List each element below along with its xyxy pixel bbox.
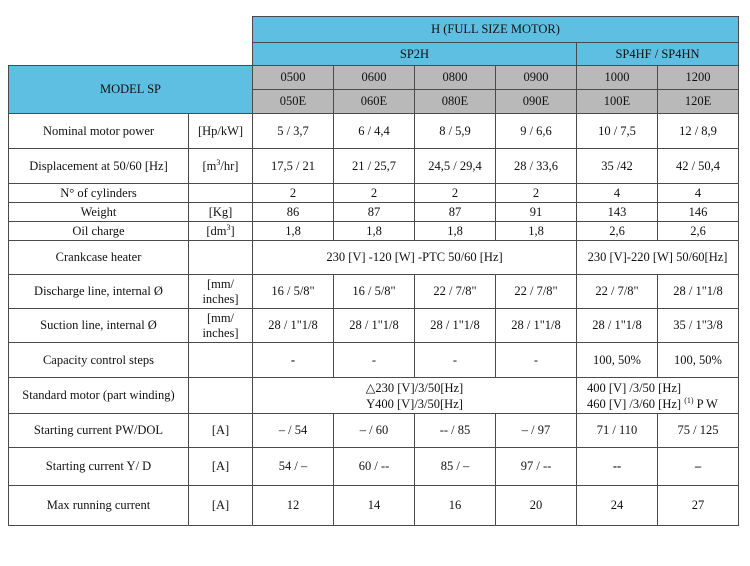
row-label: Displacement at 50/60 [Hz]	[9, 149, 189, 184]
value-cell: 85 / –	[415, 448, 496, 486]
table-row	[9, 275, 739, 309]
value-cell: 14	[334, 486, 415, 526]
value-cell: -	[253, 343, 334, 378]
value-cell: 12	[253, 486, 334, 526]
row-label: Suction line, internal Ø	[9, 309, 189, 343]
table-row	[9, 414, 739, 448]
row-label: Standard motor (part winding)	[9, 378, 189, 414]
value-cell: – / 97	[496, 414, 577, 448]
row-label: Discharge line, internal Ø	[9, 275, 189, 309]
model-e-cell: 050E	[253, 90, 334, 114]
table-row	[9, 149, 739, 184]
value-cell: 28 / 1"1/8	[415, 309, 496, 343]
value-cell: 28 / 1"1/8	[577, 309, 658, 343]
table-row	[9, 241, 739, 275]
model-e-cell: 120E	[658, 90, 739, 114]
model-e-cell: 060E	[334, 90, 415, 114]
value-cell: 87	[415, 203, 496, 222]
table-row	[9, 309, 739, 343]
table-row	[9, 343, 739, 378]
model-cell: 0900	[496, 66, 577, 90]
value-cell: 97 / --	[496, 448, 577, 486]
value-cell: – / 54	[253, 414, 334, 448]
model-cell: 0800	[415, 66, 496, 90]
value-cell: △230 [V]/3/50[Hz] Y400 [V]/3/50[Hz]	[253, 378, 577, 414]
value-cell: –	[658, 448, 739, 486]
row-label: Starting current PW/DOL	[9, 414, 189, 448]
table-row	[9, 378, 739, 414]
value-cell: 4	[658, 184, 739, 203]
value-cell: 35 /42	[577, 149, 658, 184]
model-e-cell: 100E	[577, 90, 658, 114]
row-unit: [mm/ inches]	[189, 275, 253, 309]
value-cell: 86	[253, 203, 334, 222]
value-cell: 6 / 4,4	[334, 114, 415, 149]
value-cell: 4	[577, 184, 658, 203]
value-cell: 54 / –	[253, 448, 334, 486]
value-cell: 5 / 3,7	[253, 114, 334, 149]
value-cell: 230 [V] -120 [W] -PTC 50/60 [Hz]	[253, 241, 577, 275]
value-cell: 2	[415, 184, 496, 203]
value-cell: 28 / 1"1/8	[253, 309, 334, 343]
table-row	[9, 486, 739, 526]
model-e-cell: 080E	[415, 90, 496, 114]
value-cell: 17,5 / 21	[253, 149, 334, 184]
value-cell: 71 / 110	[577, 414, 658, 448]
value-cell: 146	[658, 203, 739, 222]
model-e-cell: 090E	[496, 90, 577, 114]
row-label: Nominal motor power	[9, 114, 189, 149]
table-row	[9, 114, 739, 149]
model-cell: 1200	[658, 66, 739, 90]
row-label: Crankcase heater	[9, 241, 189, 275]
table-row	[9, 448, 739, 486]
value-cell: 100, 50%	[658, 343, 739, 378]
value-cell: 21 / 25,7	[334, 149, 415, 184]
table-row	[9, 203, 739, 222]
value-cell: 1,8	[415, 222, 496, 241]
corner-blank	[9, 17, 253, 66]
value-cell: 16	[415, 486, 496, 526]
value-cell: 24,5 / 29,4	[415, 149, 496, 184]
row-unit: $[dm^3]$	[189, 222, 253, 241]
value-cell: 100, 50%	[577, 343, 658, 378]
value-cell: 28 / 33,6	[496, 149, 577, 184]
value-cell: 2,6	[577, 222, 658, 241]
value-cell: 1,8	[496, 222, 577, 241]
value-cell: 2,6	[658, 222, 739, 241]
value-cell: 28 / 1"1/8	[658, 275, 739, 309]
row-unit	[189, 343, 253, 378]
model-label: MODEL SP	[9, 66, 253, 114]
table-row	[9, 184, 739, 203]
model-cell: 0500	[253, 66, 334, 90]
value-cell: 16 / 5/8"	[253, 275, 334, 309]
value-cell: 2	[253, 184, 334, 203]
value-cell: -	[496, 343, 577, 378]
row-label: Oil charge	[9, 222, 189, 241]
row-label: N° of cylinders	[9, 184, 189, 203]
row-unit	[189, 241, 253, 275]
row-unit: [A]	[189, 414, 253, 448]
value-cell: 143	[577, 203, 658, 222]
value-cell: 1,8	[334, 222, 415, 241]
model-cell: 0600	[334, 66, 415, 90]
row-label: Capacity control steps	[9, 343, 189, 378]
value-cell: 1,8	[253, 222, 334, 241]
value-cell: 42 / 50,4	[658, 149, 739, 184]
row-unit: $[m^3/hr]$	[189, 149, 253, 184]
value-cell: --	[577, 448, 658, 486]
value-cell: 28 / 1"1/8	[334, 309, 415, 343]
row-label: Starting current Y/ D	[9, 448, 189, 486]
group-title: H (FULL SIZE MOTOR)	[253, 17, 739, 43]
value-cell: 230 [V]-220 [W] 50/60[Hz]	[577, 241, 739, 275]
value-cell: – / 60	[334, 414, 415, 448]
value-cell: 12 / 8,9	[658, 114, 739, 149]
value-cell: 24	[577, 486, 658, 526]
row-unit	[189, 378, 253, 414]
value-cell: 35 / 1"3/8	[658, 309, 739, 343]
value-cell: -	[415, 343, 496, 378]
row-unit: [mm/ inches]	[189, 309, 253, 343]
spec-table	[8, 16, 739, 526]
row-label: Weight	[9, 203, 189, 222]
value-cell: -	[334, 343, 415, 378]
series-b-header: SP4HF / SP4HN	[577, 43, 739, 66]
model-cell: 1000	[577, 66, 658, 90]
value-cell: 28 / 1"1/8	[496, 309, 577, 343]
value-cell: 2	[496, 184, 577, 203]
value-cell: 22 / 7/8"	[496, 275, 577, 309]
value-cell: 20	[496, 486, 577, 526]
row-label: Max running current	[9, 486, 189, 526]
value-cell: 400 [V] /3/50 [Hz] 460 [V] /3/60 [Hz] $^{(1)}$ P W	[577, 378, 739, 414]
value-cell: 10 / 7,5	[577, 114, 658, 149]
value-cell: 2	[334, 184, 415, 203]
value-cell: 16 / 5/8"	[334, 275, 415, 309]
value-cell: 91	[496, 203, 577, 222]
value-cell: 9 / 6,6	[496, 114, 577, 149]
row-unit	[189, 184, 253, 203]
value-cell: 22 / 7/8"	[415, 275, 496, 309]
row-unit: [Hp/kW]	[189, 114, 253, 149]
row-unit: [A]	[189, 448, 253, 486]
row-unit: [A]	[189, 486, 253, 526]
value-cell: 8 / 5,9	[415, 114, 496, 149]
value-cell: 27	[658, 486, 739, 526]
series-a-header: SP2H	[253, 43, 577, 66]
table-row	[9, 222, 739, 241]
value-cell: 60 / --	[334, 448, 415, 486]
value-cell: 87	[334, 203, 415, 222]
value-cell: -- / 85	[415, 414, 496, 448]
value-cell: 75 / 125	[658, 414, 739, 448]
value-cell: 22 / 7/8"	[577, 275, 658, 309]
row-unit: [Kg]	[189, 203, 253, 222]
